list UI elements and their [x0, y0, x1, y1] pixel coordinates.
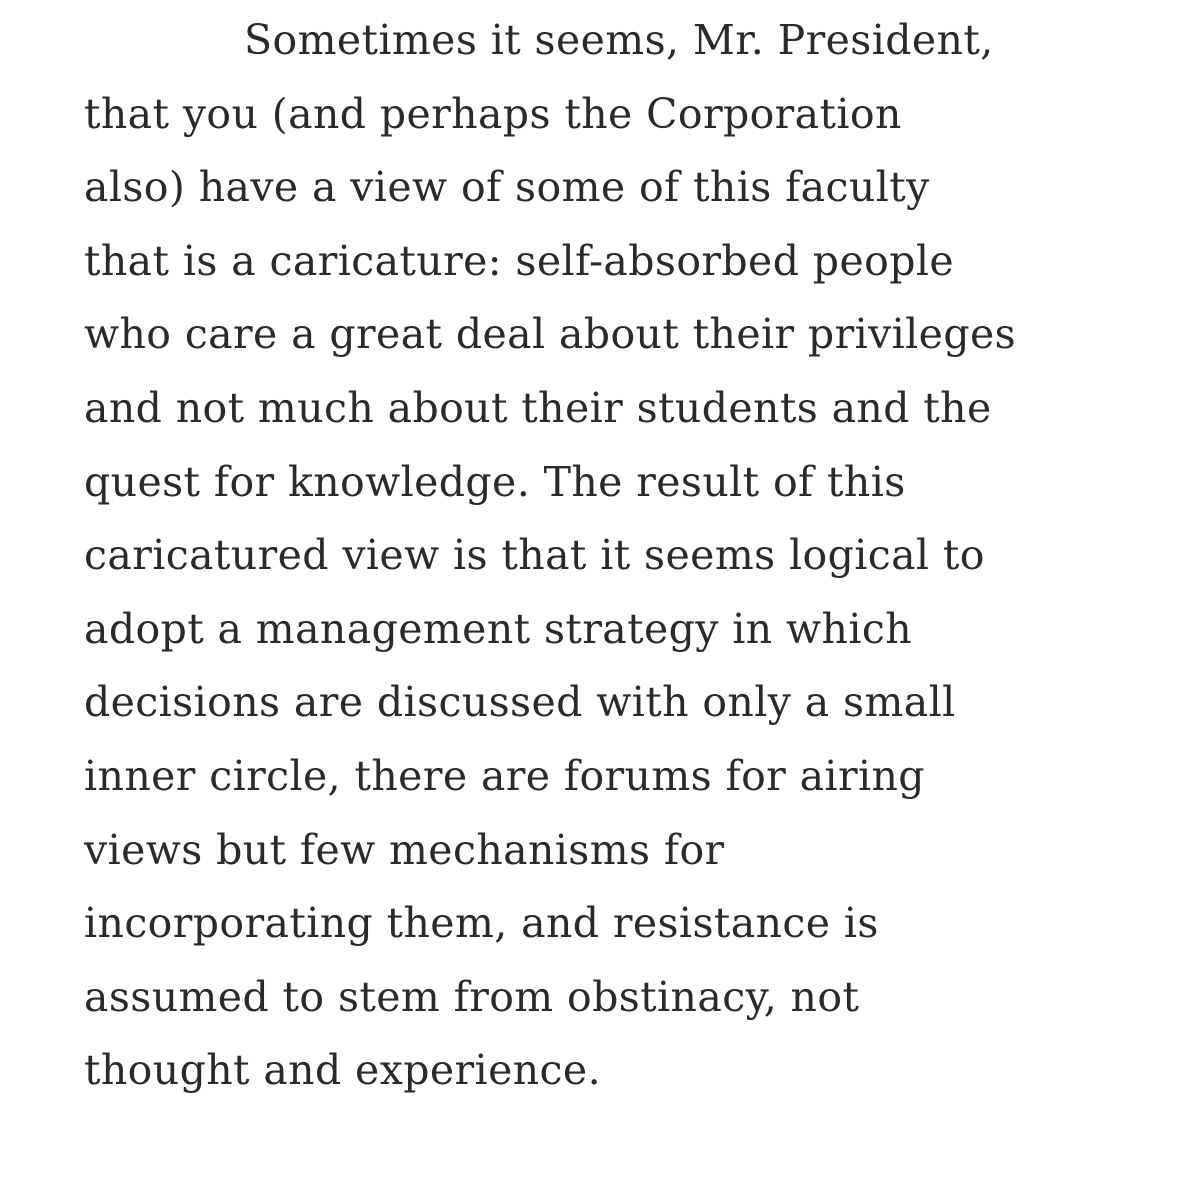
text-line: views but few mechanisms for [84, 825, 725, 874]
text-line: that is a caricature: self-absorbed people [84, 236, 955, 285]
text-line: decisions are discussed with only a small [84, 678, 956, 727]
body-paragraph [84, 4, 1184, 1108]
text-line: adopt a management strategy in which [84, 604, 913, 653]
text-line: that you (and perhaps the Corporation [84, 89, 902, 138]
text-line: thought and experience. [84, 1046, 601, 1095]
text-line: who care a great deal about their privileges [84, 310, 1017, 359]
text-line: assumed to stem from obstinacy, not [84, 972, 860, 1021]
text-line: and not much about their students and the [84, 383, 992, 432]
text-line: quest for knowledge. The result of this [84, 457, 906, 506]
text-line: also) have a view of some of this faculty [84, 163, 930, 212]
text-line: caricatured view is that it seems logical to [84, 531, 985, 580]
text-line: inner circle, there are forums for airing [84, 751, 925, 800]
text-line: incorporating them, and resistance is [84, 899, 879, 948]
text-line: Sometimes it seems, Mr. President, [244, 16, 994, 64]
